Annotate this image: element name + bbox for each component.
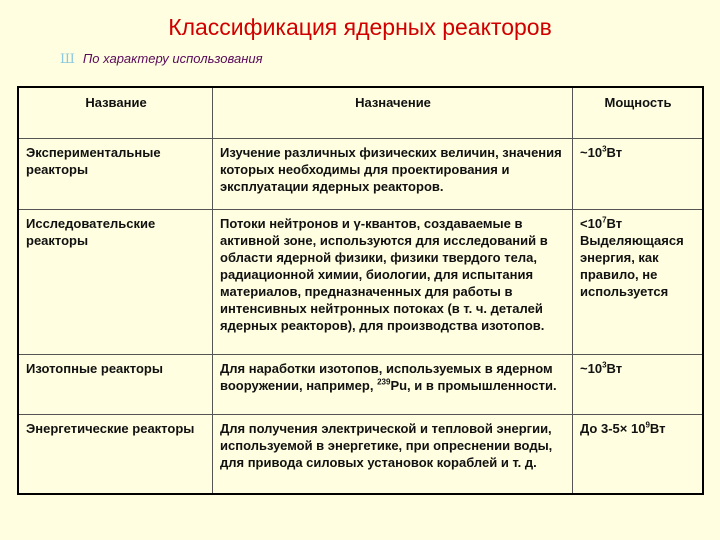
cell-power — [573, 210, 704, 355]
cell-name: Энергетические реакторы — [18, 415, 213, 494]
power-exponent: 9 — [645, 420, 650, 430]
power-value: ~10 — [580, 361, 603, 376]
cell-name: Экспериментальные реакторы — [18, 139, 213, 210]
purpose-text-end: Pu, и в промышленности. — [390, 378, 557, 393]
table-row — [18, 415, 703, 494]
power-value: <10 — [580, 216, 603, 231]
reactor-table — [17, 86, 704, 495]
power-unit: Вт — [606, 361, 623, 376]
table-header-row — [18, 87, 703, 139]
power-exponent: 3 — [602, 144, 607, 154]
power-note: Выделяющаяся энергия, как правило, не используется — [580, 233, 684, 299]
page-title: Классификация ядерных реакторов — [168, 14, 552, 40]
subtitle — [60, 51, 263, 67]
power-value: ~10 — [580, 145, 603, 160]
table-row — [18, 355, 703, 415]
isotope-mass: 239 — [377, 377, 391, 387]
cell-purpose — [213, 355, 573, 415]
cell-purpose: Изучение различных физических величин, значения которых необходимы для проектирования и эксплуатации ядерных реакторов. — [213, 139, 573, 210]
header-power: Мощность — [573, 87, 704, 139]
cell-name: Изотопные реакторы — [18, 355, 213, 415]
cell-power — [573, 415, 704, 494]
cell-name: Исследовательские реакторы — [18, 210, 213, 355]
cell-power — [573, 355, 704, 415]
table-row — [18, 139, 703, 210]
cell-purpose: Для получения электрической и тепловой энергии, используемой в энергетике, при опреснении воды, для привода силовых установок кораблей и т. д. — [213, 415, 573, 494]
cell-power — [573, 139, 704, 210]
power-unit: Вт — [606, 216, 623, 231]
power-exponent: 3 — [602, 360, 607, 370]
cell-purpose: Потоки нейтронов и γ-квантов, создаваемые в активной зоне, используются для исследований в области ядерной физики, физики твердого тела, радиационной химии, биологии, для испытания материалов, предназначенных для работы в интенсивных нейтронных потоках (в т. ч. деталей ядерных реакторов), для производства изотопов. — [213, 210, 573, 355]
power-exponent: 7 — [602, 215, 607, 225]
header-purpose: Назначение — [213, 87, 573, 139]
table-row — [18, 210, 703, 355]
subtitle-text: По характеру использования — [82, 51, 263, 66]
power-unit: Вт — [606, 145, 623, 160]
bullet-icon: Ш — [60, 52, 75, 67]
header-name: Название — [18, 87, 213, 139]
power-value: До 3-5× 10 — [580, 421, 646, 436]
power-unit: Вт — [649, 421, 666, 436]
purpose-text: Для наработки изотопов, используемых в ядерном вооружении, например, — [220, 361, 553, 393]
